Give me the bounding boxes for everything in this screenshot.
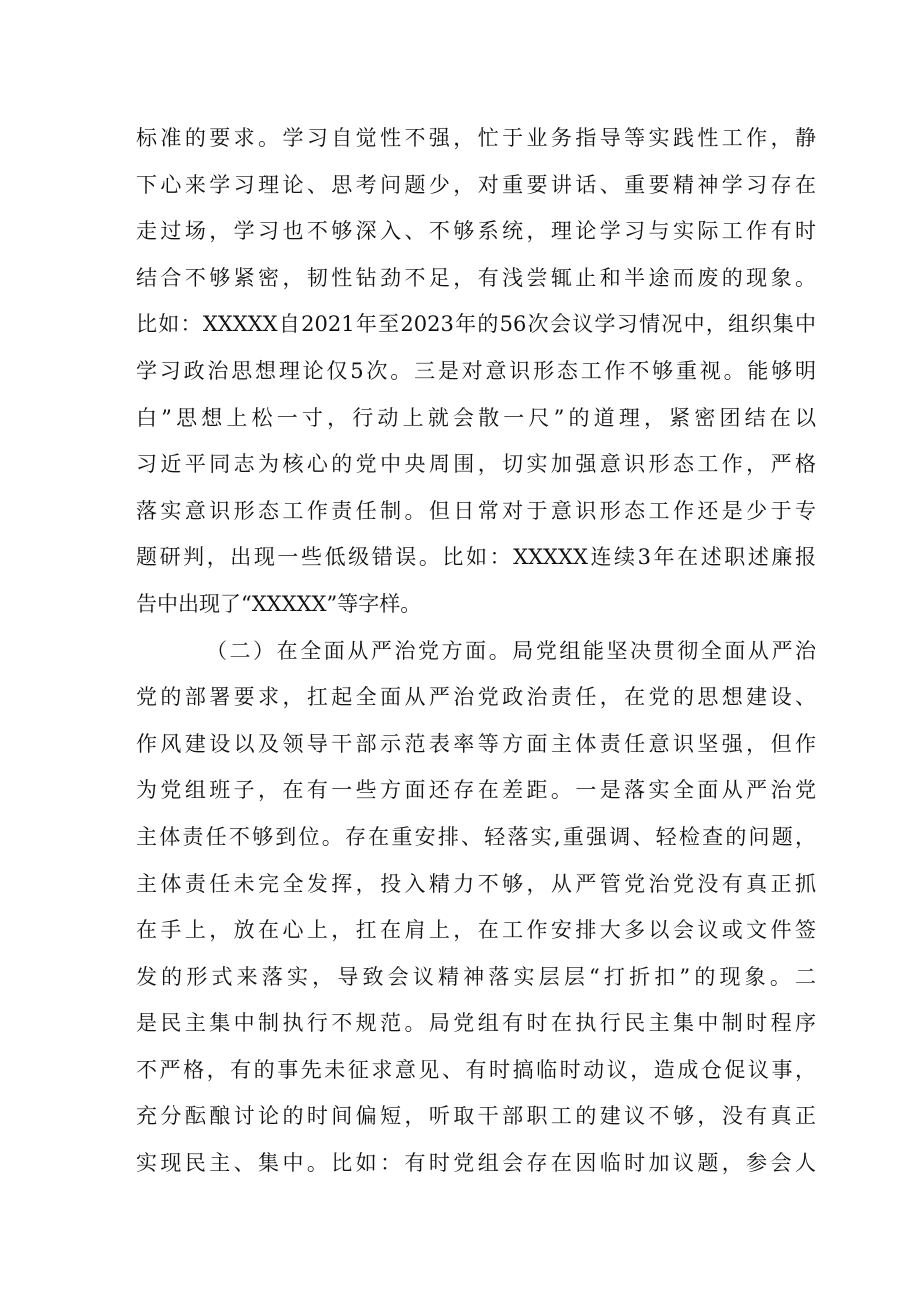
text-line: 白”思想上松一寸，行动上就会散一尺”的道理，紧密团结在以 xyxy=(136,405,816,430)
text-line: 发的形式来落实，导致会议精神落实层层“打折扣”的现象。二 xyxy=(136,964,816,989)
text-line: 充分酝酿讨论的时间偏短，听取干部职工的建议不够，没有真正 xyxy=(136,1104,816,1129)
text-line: 党的部署要求，扛起全面从严治党政治责任，在党的思想建设、 xyxy=(136,685,816,710)
text-line: 结合不够紧密，韧性钻劲不足，有浅尝辄止和半途而废的现象。 xyxy=(136,265,816,290)
paragraph-1 xyxy=(136,115,816,628)
text-line: 学习政治思想理论仅5次。三是对意识形态工作不够重视。能够明 xyxy=(136,358,816,383)
text-line: 题研判，出现一些低级错误。比如：XXXXX连续3年在述职述廉报 xyxy=(136,545,816,570)
text-line: 比如：XXXXX自2021年至2023年的56次会议学习情况中，组织集中 xyxy=(136,312,816,337)
text-line: 在手上，放在心上，扛在肩上，在工作安排大多以会议或文件签 xyxy=(136,918,816,943)
document-body xyxy=(136,115,816,1187)
text-line: 走过场，学习也不够深入、不够系统，理论学习与实际工作有时 xyxy=(136,219,816,244)
text-line: 落实意识形态工作责任制。但日常对于意识形态工作还是少于专 xyxy=(136,498,816,523)
paragraph-2 xyxy=(136,628,816,1187)
text-line: 主体责任未完全发挥，投入精力不够，从严管党治党没有真正抓 xyxy=(136,871,816,896)
text-line: 作风建设以及领导干部示范表率等方面主体责任意识坚强，但作 xyxy=(136,731,816,756)
text-line: 下心来学习理论、思考问题少，对重要讲话、重要精神学习存在 xyxy=(136,172,816,197)
text-line: 标准的要求。学习自觉性不强，忙于业务指导等实践性工作，静 xyxy=(136,126,816,150)
text-line: 习近平同志为核心的党中央周围，切实加强意识形态工作，严格 xyxy=(136,452,816,477)
text-line: 不严格，有的事先未征求意见、有时搞临时动议，造成仓促议事， xyxy=(136,1057,816,1082)
section-heading-line: （二）在全面从严治党方面。局党组能坚决贯彻全面从严治 xyxy=(206,638,816,663)
text-line: 为党组班子，在有一些方面还存在差距。一是落实全面从严治党 xyxy=(136,778,816,803)
text-line: 实现民主、集中。比如：有时党组会存在因临时加议题，参会人 xyxy=(136,1151,816,1176)
text-line: 主体责任不够到位。存在重安排、轻落实,重强调、轻检查的问题， xyxy=(136,824,816,849)
text-line: 告中出现了“XXXXX”等字样。 xyxy=(136,591,422,616)
text-line: 是民主集中制执行不规范。局党组有时在执行民主集中制时程序 xyxy=(136,1011,816,1036)
